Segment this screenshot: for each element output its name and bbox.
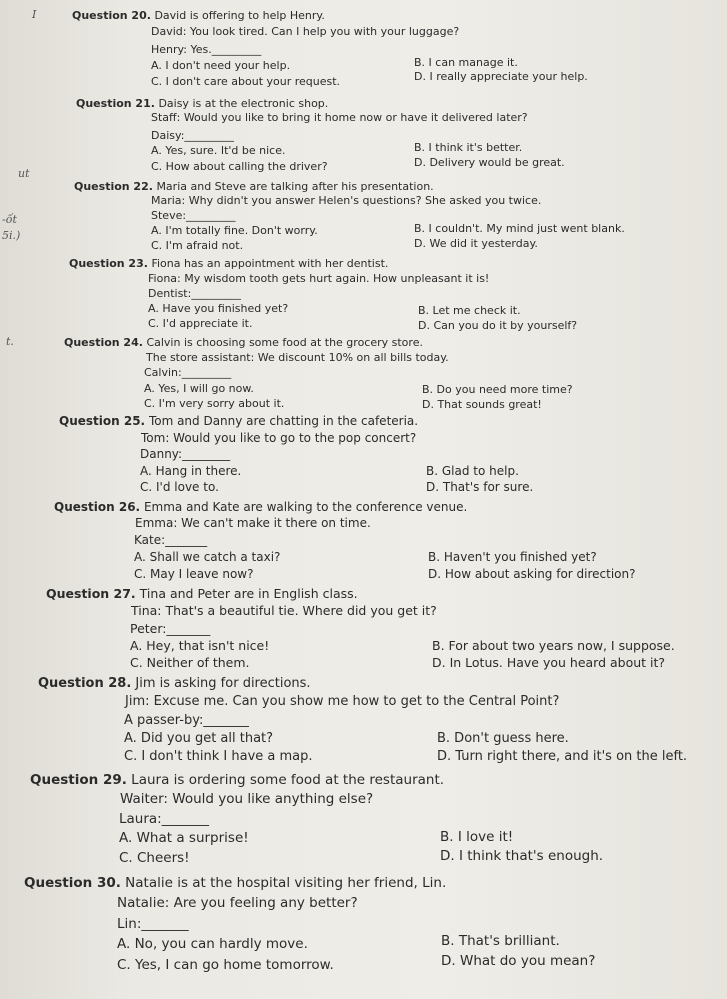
margin-note-2: ut [18, 167, 30, 180]
question-title: Question 30. [24, 875, 121, 891]
option-d: D. Delivery would be great. [414, 156, 565, 169]
responder-label: Kate: [134, 533, 166, 547]
margin-note-5: t. [6, 335, 14, 348]
option-c: C. Yes, I can go home tomorrow. [117, 957, 334, 973]
question-context: Calvin is choosing some food at the grocery store. [146, 336, 423, 349]
responder-label: Laura: [119, 811, 162, 827]
question-prompt: Emma: We can't make it there on time. [135, 516, 371, 530]
question-prompt: Natalie: Are you feeling any better? [117, 895, 358, 911]
question-prompt: Tom: Would you like to go to the pop concert? [141, 431, 417, 445]
worksheet-page: I ut -ốt 5i.) t. Question 20. David is offering to help Henry. David: You look tired. Can I help you with your luggage? Henry: Yes._________ A. I don't need your help. B. I can manage it. C. I don't care about your request. D. I really appreciate your help. Question 21. Daisy is at the electronic shop. Staff: Would you like to bring it home now or have it delivered later? Daisy:_________ A. Yes, sure. It'd be nice. B. I think it's better. C. How about calling the driver? D. Delivery would be great. Question 22. Maria and Steve are talking after his presentation. Maria: Why didn't you answer Helen's questions? She asked you twice. Steve:_________ A. I'm totally fine. Don't worry. B. I couldn't. My mind just went blank. C. I'm afraid not. D. We did it yesterday. Question 23. Fiona has an appointment with her dentist. Fiona: My wisdom tooth gets hurt again. How unpleasant it is! Dentist:_________ A. Have you finished yet? B. Let me check it. C. I'd appreciate it. D. Can you do it by yourself? Question 24. Calvin is choosing some food at the grocery store. The store assistant: We discount 10% on all bills today. Calvin:_________ A. Yes, I will go now. B. Do you need more time? C. I'm very sorry about it. D. That sounds great! Question 25. Tom and Danny are chatting in the cafeteria. Tom: Would you like to go to the pop concert? Danny:________ A. Hang in there. B. Glad to help. C. I'd love to. D. That's for sure. Question 26. Emma and Kate are walking to the conference venue. Emma: We can't make it there on time. Kate:_______ A. Shall we catch a taxi? B. Haven't you finished yet? C. May I leave now? D. How about asking for direction? Question 27. Tina and Peter are in English class. Tina: That's a beautiful tie. Where did you get it? Peter:_______ A. Hey, that isn't nice! B. For about two years now, I suppose. C. Neither of them. D. In Lotus. Have you heard about it? Question 28. Jim is asking for directions. Jim: Excuse me. Can you show me how to get to the Central Point? A passer-by:_______ A. Did you get all that? B. Don't guess here. C. I don't think I have a map. D. Turn right there, and it's on the left. Question 29. Laura is ordering some food at the restaurant. Waiter: Would you like anything else? Laura:_______ A. What a surprise! B. I love it! C. Cheers! D. I think that's enough. Question 30. Natalie is at the hospital visiting her friend, Lin. Natalie: Are you feeling any better? Lin:_______ A. No, you can hardly move. B. That's brilliant. C. Yes, I can go home tomorrow. D. What do you mean? [0, 0, 727, 999]
option-b: B. Don't guess here. [437, 731, 569, 746]
option-b: B. For about two years now, I suppose. [432, 638, 675, 653]
option-a: A. No, you can hardly move. [117, 936, 308, 952]
question-prompt: Waiter: Would you like anything else? [120, 791, 374, 807]
question-title: Question 29. [30, 772, 127, 788]
question-prompt: Fiona: My wisdom tooth gets hurt again. How unpleasant it is! [148, 272, 490, 285]
option-c: C. I'd love to. [140, 480, 219, 494]
responder-label: Peter: [130, 621, 167, 636]
option-d: D. Can you do it by yourself? [418, 319, 578, 332]
question-context: Natalie is at the hospital visiting her friend, Lin. [125, 875, 447, 891]
margin-note-1: I [32, 8, 37, 21]
option-c: C. I'm afraid not. [151, 239, 244, 252]
option-a: A. Have you finished yet? [148, 302, 289, 315]
option-b: B. I love it! [440, 829, 514, 845]
question-title: Question 20. [72, 9, 151, 22]
responder-label: Steve: [151, 209, 187, 222]
option-b: B. I think it's better. [414, 141, 523, 154]
question-context: Fiona has an appointment with her dentist. [151, 257, 389, 270]
option-a: A. Shall we catch a taxi? [134, 550, 281, 564]
responder-label: Henry: Yes. [151, 43, 212, 56]
option-a: A. Hang in there. [140, 464, 242, 478]
question-context: Jim is asking for directions. [135, 676, 311, 691]
responder-label: Daisy: [151, 129, 185, 142]
option-c: C. Cheers! [119, 850, 190, 866]
option-a: A. Did you get all that? [124, 731, 274, 746]
option-b: B. That's brilliant. [441, 933, 560, 949]
option-a: A. I don't need your help. [151, 59, 291, 72]
question-context: Tina and Peter are in English class. [139, 586, 358, 601]
question-title: Question 28. [38, 676, 132, 691]
question-prompt: Staff: Would you like to bring it home now or have it delivered later? [151, 111, 528, 124]
option-b: B. I can manage it. [414, 56, 518, 69]
responder-label: A passer-by: [124, 713, 204, 728]
question-title: Question 24. [64, 336, 143, 349]
option-a: A. What a surprise! [119, 830, 249, 846]
option-b: B. Haven't you finished yet? [428, 550, 597, 564]
option-d: D. That's for sure. [426, 480, 534, 494]
option-c: C. I don't care about your request. [151, 75, 341, 88]
option-d: D. What do you mean? [441, 953, 596, 969]
margin-note-4: 5i.) [2, 229, 21, 242]
responder-label: Dentist: [148, 287, 192, 300]
option-d: D. We did it yesterday. [414, 237, 538, 250]
option-a: A. Yes, I will go now. [144, 382, 254, 395]
question-title: Question 22. [74, 180, 153, 193]
option-c: C. I'm very sorry about it. [144, 397, 285, 410]
option-c: C. Neither of them. [130, 655, 250, 670]
option-b: B. Let me check it. [418, 304, 521, 317]
question-prompt: Tina: That's a beautiful tie. Where did you get it? [131, 603, 437, 618]
question-context: Emma and Kate are walking to the conference venue. [143, 500, 468, 514]
question-context: Laura is ordering some food at the restaurant. [131, 772, 445, 788]
question-context: Maria and Steve are talking after his presentation. [156, 180, 434, 193]
option-d: D. I really appreciate your help. [414, 70, 588, 83]
question-context: Tom and Danny are chatting in the cafeteria. [148, 414, 419, 428]
option-d: D. I think that's enough. [440, 848, 604, 864]
option-c: C. May I leave now? [134, 567, 254, 581]
question-prompt: David: You look tired. Can I help you with your luggage? [151, 25, 460, 38]
option-d: D. How about asking for direction? [428, 567, 636, 581]
responder-label: Calvin: [144, 366, 182, 379]
question-prompt: Maria: Why didn't you answer Helen's questions? She asked you twice. [151, 194, 542, 207]
question-prompt: Jim: Excuse me. Can you show me how to get to the Central Point? [125, 694, 560, 709]
option-d: D. Turn right there, and it's on the left. [437, 749, 688, 764]
margin-note-3: -ốt [2, 213, 17, 226]
option-d: D. In Lotus. Have you heard about it? [432, 655, 666, 670]
option-a: A. Hey, that isn't nice! [130, 638, 270, 653]
question-title: Question 27. [46, 586, 136, 601]
question-title: Question 21. [76, 97, 155, 110]
option-c: C. I'd appreciate it. [148, 317, 253, 330]
option-b: B. Glad to help. [426, 464, 519, 478]
question-prompt: The store assistant: We discount 10% on all bills today. [146, 351, 449, 364]
question-context: David is offering to help Henry. [154, 9, 325, 22]
option-c: C. I don't think I have a map. [124, 749, 313, 764]
option-d: D. That sounds great! [422, 398, 542, 411]
responder-label: Danny: [140, 447, 183, 461]
option-b: B. Do you need more time? [422, 383, 573, 396]
option-c: C. How about calling the driver? [151, 160, 328, 173]
option-b: B. I couldn't. My mind just went blank. [414, 222, 625, 235]
option-a: A. Yes, sure. It'd be nice. [151, 144, 286, 157]
responder-label: Lin: [117, 916, 142, 932]
option-a: A. I'm totally fine. Don't worry. [151, 224, 318, 237]
question-title: Question 25. [59, 414, 146, 428]
question-context: Daisy is at the electronic shop. [158, 97, 329, 110]
question-title: Question 26. [54, 500, 141, 514]
question-title: Question 23. [69, 257, 148, 270]
